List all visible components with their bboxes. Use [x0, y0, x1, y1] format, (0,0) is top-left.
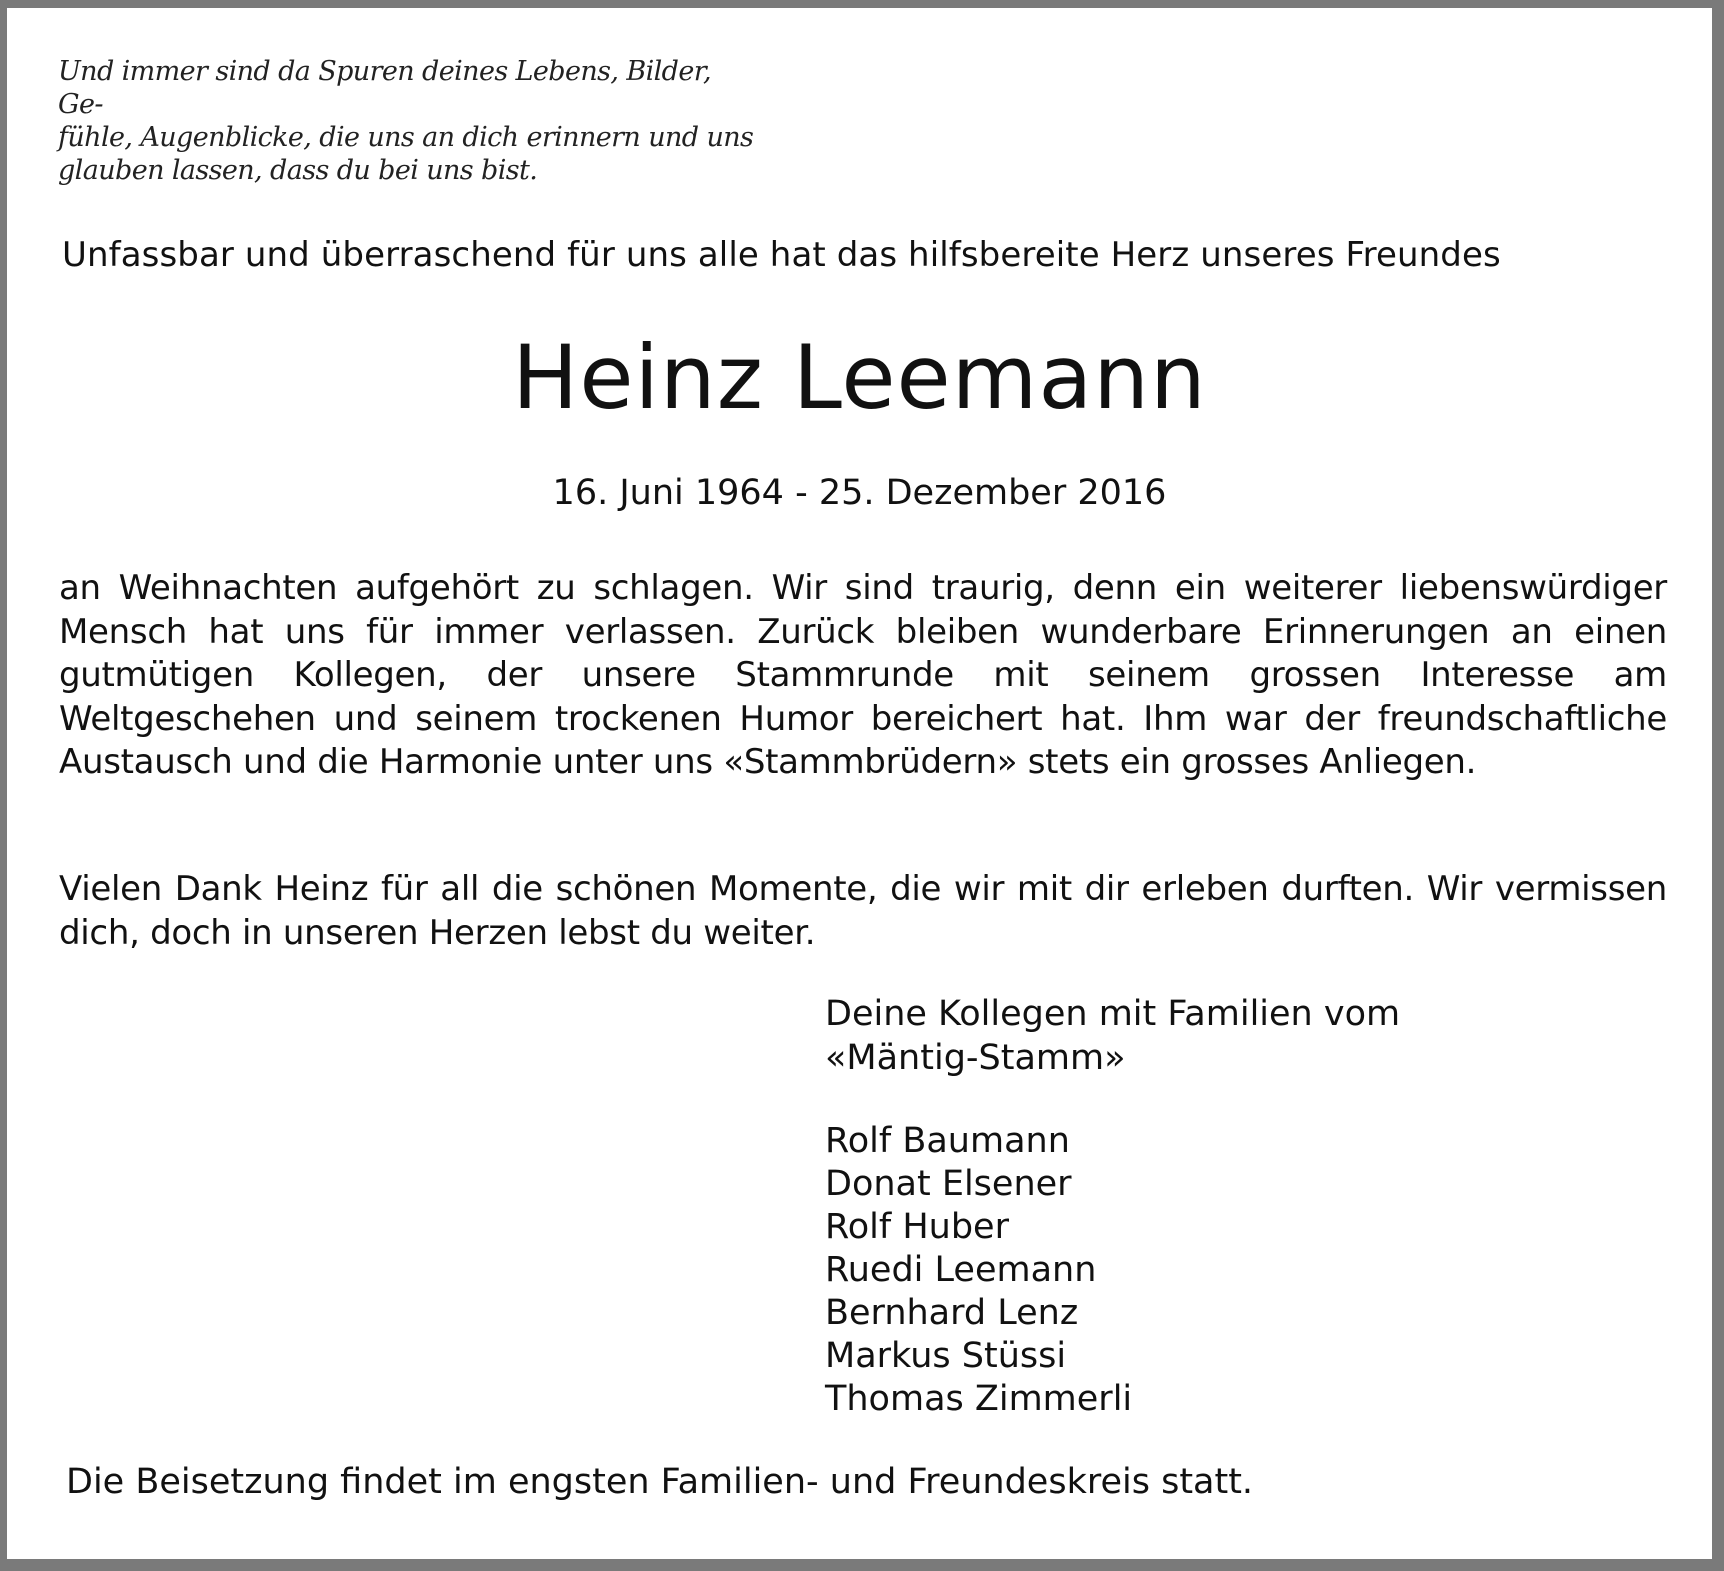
- body-paragraph-1: an Weihnachten aufgehört zu schlagen. Wir sind traurig, denn ein weiterer liebenswürdiger Mensch hat uns für immer verlassen. Zurück bleiben wunderbare Erinnerungen an einen gutmütigen Kollegen, der unsere Stammrunde mit seinem grossen Interesse am Weltgeschehen und seinem trockenen Humor bereichert hat. Ihm war der freundschaftliche Austausch und die Harmonie unter uns «Stammbrüdern» stets ein grosses Anliegen.: [59, 568, 1667, 782]
- signatory-name: Rolf Huber: [825, 1207, 1009, 1247]
- signatory-name: Thomas Zimmerli: [825, 1379, 1133, 1419]
- deceased-name: Heinz Leemann: [512, 326, 1207, 429]
- memorial-quote: Und immer sind da Spuren deines Lebens, Bilder, Ge- fühle, Augenblicke, die uns an dich erinnern und uns glauben lassen, dass du bei uns bist.: [58, 56, 754, 186]
- signatory-name: Donat Elsener: [825, 1164, 1072, 1204]
- body-paragraph-2: Vielen Dank Heinz für all die schönen Momente, die wir mit dir erleben durften. Wir vermissen dich, doch in unseren Herzen lebst du weiter.: [59, 869, 1667, 953]
- life-dates: 16. Juni 1964 - 25. Dezember 2016: [552, 473, 1167, 513]
- obituary-page: [7, 8, 1712, 1559]
- signoff-text: Deine Kollegen mit Familien vom «Mäntig-Stamm»: [825, 994, 1401, 1078]
- funeral-note: Die Beisetzung findet im engsten Familien- und Freundeskreis statt.: [66, 1462, 1254, 1502]
- signatory-name: Markus Stüssi: [825, 1336, 1067, 1376]
- signatory-name: Rolf Baumann: [825, 1121, 1070, 1161]
- intro-line: Unfassbar und überraschend für uns alle hat das hilfsbereite Herz unseres Freundes: [62, 235, 1501, 275]
- signatory-name: Ruedi Leemann: [825, 1250, 1097, 1290]
- signatories-list: [825, 1120, 1132, 1421]
- signatory-name: Bernhard Lenz: [825, 1293, 1079, 1333]
